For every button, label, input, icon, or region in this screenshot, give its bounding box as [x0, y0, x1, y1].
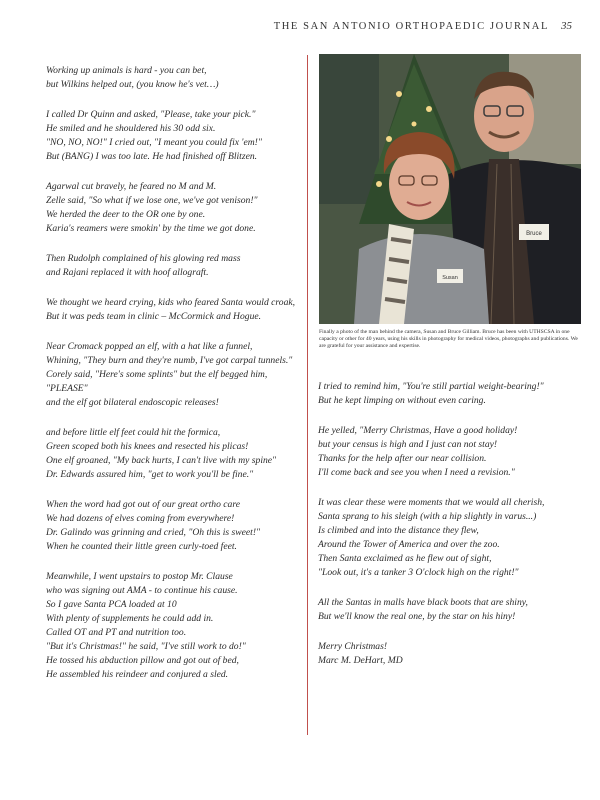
badge-left-text: Susan	[442, 275, 458, 281]
poem-line: I called Dr Quinn and asked, "Please, take your pick."	[46, 109, 256, 120]
poem-line: Is climbed and into the distance they flew,	[318, 525, 479, 536]
poem-stanza	[46, 426, 298, 482]
poem-line: We herded the deer to the OR one by one.	[46, 209, 206, 220]
poem-line: But (BANG) I was too late. He had finished off Blitzen.	[46, 151, 258, 162]
poem-line: When the word had got out of our great ortho care	[46, 499, 240, 510]
poem-line: Meanwhile, I went upstairs to postop Mr. Clause	[46, 571, 233, 582]
page-number: 35	[561, 20, 572, 32]
poem-line: Marc M. DeHart, MD	[318, 655, 403, 666]
poem-line: Around the Tower of America and over the zoo.	[318, 539, 500, 550]
poem-line: Corely said, "Here's some splints" but the elf begged him, "PLEASE"	[46, 369, 268, 394]
photo-caption: Finally a photo of the man behind the camera, Susan and Bruce Gilliam. Bruce has been with UTHSCSA in one capacity or other for 40 years, using his skills in photography for medical videos, photographs and publications. We are grateful for your assistance and expertise.	[319, 329, 578, 349]
poem-stanza	[46, 108, 298, 164]
poem-line: Thanks for the help after our near collision.	[318, 453, 487, 464]
photo-illustration	[319, 54, 581, 324]
poem-line: Near Cromack popped an elf, with a hat like a funnel,	[46, 341, 253, 352]
poem-line: Then Santa exclaimed as he flew out of sight,	[318, 553, 492, 564]
poem-stanza	[46, 570, 298, 682]
poem-line: It was clear these were moments that we would all cherish,	[318, 497, 545, 508]
poem-line: Dr. Galindo was grinning and cried, "Oh this is sweet!"	[46, 527, 261, 538]
poem-line: Agarwal cut bravely, he feared no M and M.	[46, 181, 217, 192]
poem-line: Whining, "They burn and they're numb, I've got carpal tunnels."	[46, 355, 293, 366]
poem-line: Dr. Edwards assured him, "get to work you'll be fine."	[46, 469, 254, 480]
poem-line: Called OT and PT and nutrition too.	[46, 627, 187, 638]
poem-line: Working up animals is hard - you can bet,	[46, 65, 207, 76]
column-divider	[307, 55, 308, 735]
poem-line: But it was peds team in clinic – McCormick and Hogue.	[46, 311, 262, 322]
poem-stanza	[46, 498, 298, 554]
poem-stanza	[46, 252, 298, 280]
poem-line: He tossed his abduction pillow and got out of bed,	[46, 655, 239, 666]
poem-line: One elf groaned, "My back hurts, I can't live with my spine"	[46, 455, 277, 466]
poem-line: "But it's Christmas!" he said, "I've still work to do!"	[46, 641, 246, 652]
poem-line: I tried to remind him, "You're still partial weight-bearing!"	[318, 381, 544, 392]
poem-line: "NO, NO, NO!" I cried out, "I meant you could fix 'em!"	[46, 137, 262, 148]
gilliam-photo	[319, 54, 581, 324]
badge-right-text: Bruce	[526, 231, 542, 237]
poem-stanza	[46, 340, 298, 410]
poem-line: Santa sprang to his sleigh (with a hip slightly in varus...)	[318, 511, 537, 522]
poem-line: All the Santas in malls have black boots that are shiny,	[318, 597, 528, 608]
poem-stanza	[46, 64, 298, 92]
poem-line: With plenty of supplements he could add in.	[46, 613, 214, 624]
poem-stanza	[46, 296, 298, 324]
poem-line: But he kept limping on without even caring.	[318, 395, 486, 406]
poem-line: When he counted their little green curly-toed feet.	[46, 541, 237, 552]
poem-line: Green scoped both his knees and resected his plicas!	[46, 441, 249, 452]
poem-line: We thought we heard crying, kids who feared Santa would croak,	[46, 297, 296, 308]
poem-line: He yelled, "Merry Christmas, Have a good holiday!	[318, 425, 518, 436]
poem-stanza	[318, 380, 580, 408]
poem-line: and the elf got bilateral endoscopic releases!	[46, 397, 219, 408]
poem-line: but your census is high and I just can not stay!	[318, 439, 498, 450]
poem-line: Merry Christmas!	[318, 641, 388, 652]
poem-line: He smiled and he shouldered his 30 odd six.	[46, 123, 216, 134]
poem-line: "Look out, it's a tanker 3 O'clock high on the right!"	[318, 567, 519, 578]
poem-right-column	[318, 380, 580, 684]
poem-line: Zelle said, "So what if we lose one, we've got venison!"	[46, 195, 258, 206]
poem-line: Then Rudolph complained of his glowing red mass	[46, 253, 241, 264]
poem-stanza	[318, 424, 580, 480]
poem-line: I'll come back and see you when I need a revision."	[318, 467, 515, 478]
poem-line: He assembled his reindeer and conjured a sled.	[46, 669, 229, 680]
journal-title: THE SAN ANTONIO ORTHOPAEDIC JOURNAL	[273, 20, 549, 32]
poem-stanza	[46, 180, 298, 236]
poem-stanza	[318, 496, 580, 580]
woman-sweater	[354, 234, 489, 324]
poem-line: but Wilkins helped out, (you know he's vet…)	[46, 79, 219, 90]
poem-line: and before little elf feet could hit the formica,	[46, 427, 221, 438]
poem-line: Karia's reamers were smokin' by the time we got done.	[46, 223, 256, 234]
poem-stanza	[318, 640, 580, 668]
poem-line: So I gave Santa PCA loaded at 10	[46, 599, 177, 610]
page-header	[274, 20, 572, 32]
poem-stanza	[318, 596, 580, 624]
poem-line: and Rajani replaced it with hoof allograft.	[46, 267, 209, 278]
poem-line: But we'll know the real one, by the star on his hiny!	[318, 611, 516, 622]
poem-line: who was signing out AMA - to continue his cause.	[46, 585, 238, 596]
poem-left-column	[46, 64, 298, 698]
poem-line: We had dozens of elves coming from everywhere!	[46, 513, 235, 524]
